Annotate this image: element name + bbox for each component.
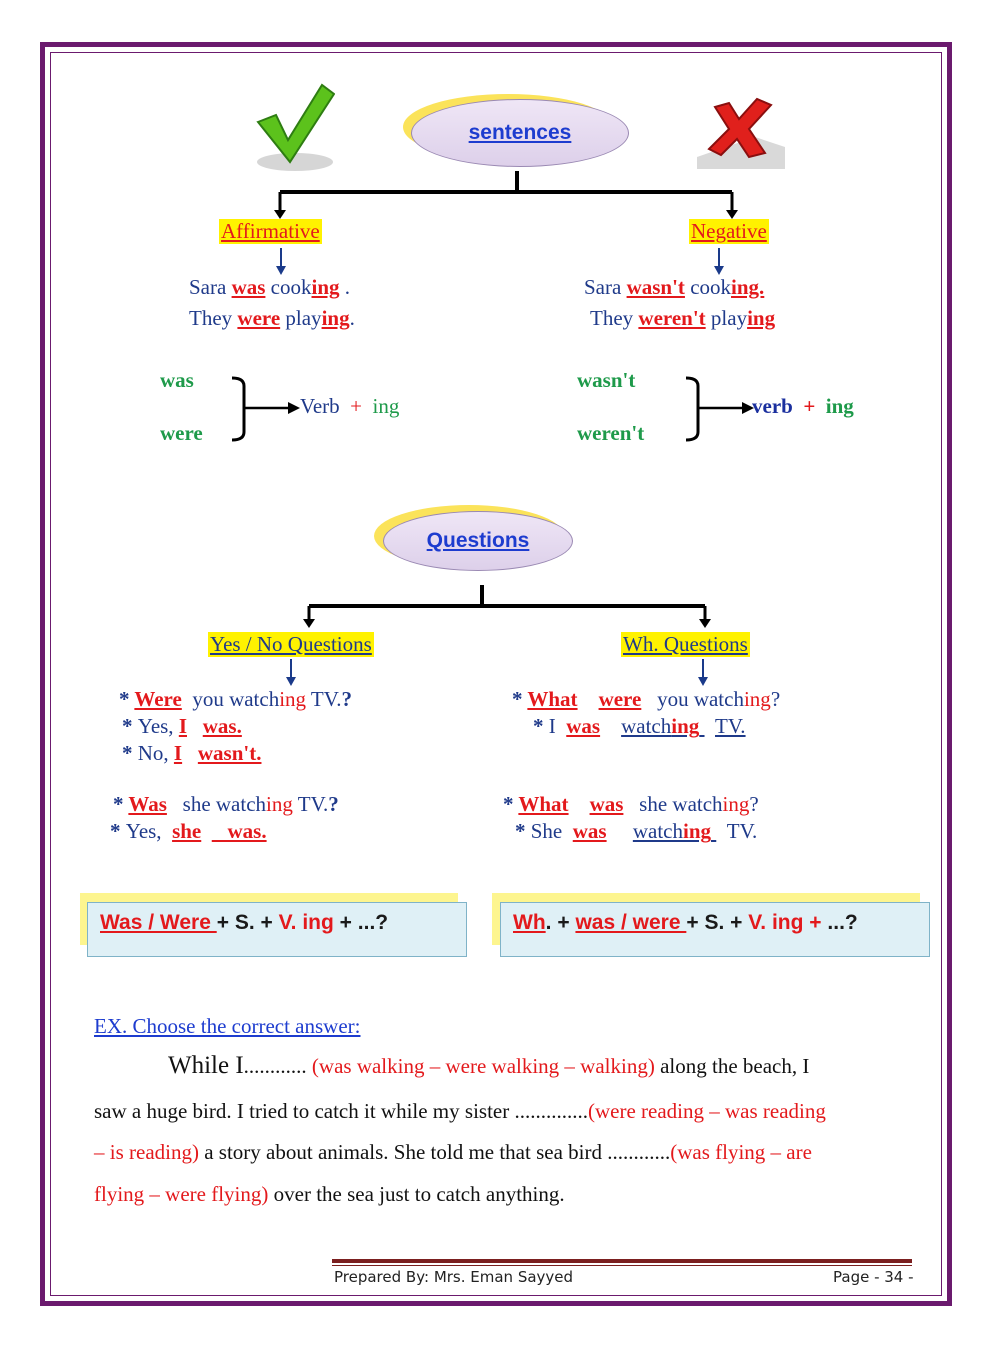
affirmative-example-1: Sara was cooking . (189, 275, 351, 299)
yesno-answer-3: * Yes, she was. (110, 819, 267, 843)
down-arrow-icon (712, 248, 726, 276)
negative-rule-formula: verb + ing (752, 394, 854, 418)
exercise-title: EX. Choose the correct answer: (94, 1014, 361, 1038)
negative-label: Negative (691, 219, 767, 243)
affirmative-rule-formula: Verb + ing (300, 394, 400, 418)
wh-answer-2: * She was watching TV. (515, 819, 758, 843)
down-arrow-icon (274, 248, 288, 276)
wh-answer-1: * I was watching TV. (533, 714, 746, 738)
yesno-answer-2: * No, I wasn't. (122, 741, 262, 765)
wh-formula-box: Wh. + was / were + S. + V. ing + ...? (500, 902, 930, 957)
exercise-line-2: saw a huge bird. I tried to catch it while my sister ..............(were reading – was reading (94, 1099, 826, 1123)
questions-title: Questions (383, 511, 573, 571)
negative-example-2: They weren't playing (590, 306, 776, 330)
bracket-arrow (684, 376, 756, 442)
yesno-question-2: * Was she watching TV.? (113, 792, 339, 816)
rule-wasnt: wasn't (577, 368, 636, 392)
wh-questions-label: Wh. Questions (623, 632, 748, 656)
checkmark-icon (250, 80, 335, 175)
yesno-question-1: * Were you watching TV.? (119, 687, 352, 711)
footer-page-number: Page - 34 - (833, 1268, 914, 1286)
sentences-title: sentences (411, 99, 629, 167)
yesno-answer-1: * Yes, I was. (122, 714, 242, 738)
footer-rule-thin (332, 1265, 912, 1266)
rule-were: were (160, 421, 203, 445)
exercise-line-3: – is reading) a story about animals. She told me that sea bird ............(was flying – are (94, 1140, 812, 1164)
down-arrow-icon (284, 659, 298, 687)
down-arrow-icon (696, 659, 710, 687)
cross-mark-icon (695, 95, 787, 170)
exercise-line-4: flying – were flying) over the sea just to catch anything. (94, 1182, 565, 1206)
yes-no-questions-label: Yes / No Questions (210, 632, 372, 656)
affirmative-label: Affirmative (221, 219, 320, 243)
exercise-line-1: While I............ (was walking – were walking – walking) along the beach, I (168, 1052, 810, 1079)
rule-was: was (160, 368, 194, 392)
footer-author: Prepared By: Mrs. Eman Sayyed (334, 1268, 574, 1286)
yesno-formula-box: Was / Were + S. + V. ing + ...? (87, 902, 467, 957)
affirmative-example-2: They were playing. (189, 306, 355, 330)
questions-tree-connector (300, 583, 720, 633)
wh-question-2: * What was she watching? (503, 792, 759, 816)
footer-rule (332, 1259, 912, 1263)
rule-werent: weren't (577, 421, 645, 445)
negative-example-1: Sara wasn't cooking. (584, 275, 765, 299)
wh-question-1: * What were you watching? (512, 687, 781, 711)
bracket-arrow (230, 376, 302, 442)
sentences-tree-connector (270, 165, 750, 225)
